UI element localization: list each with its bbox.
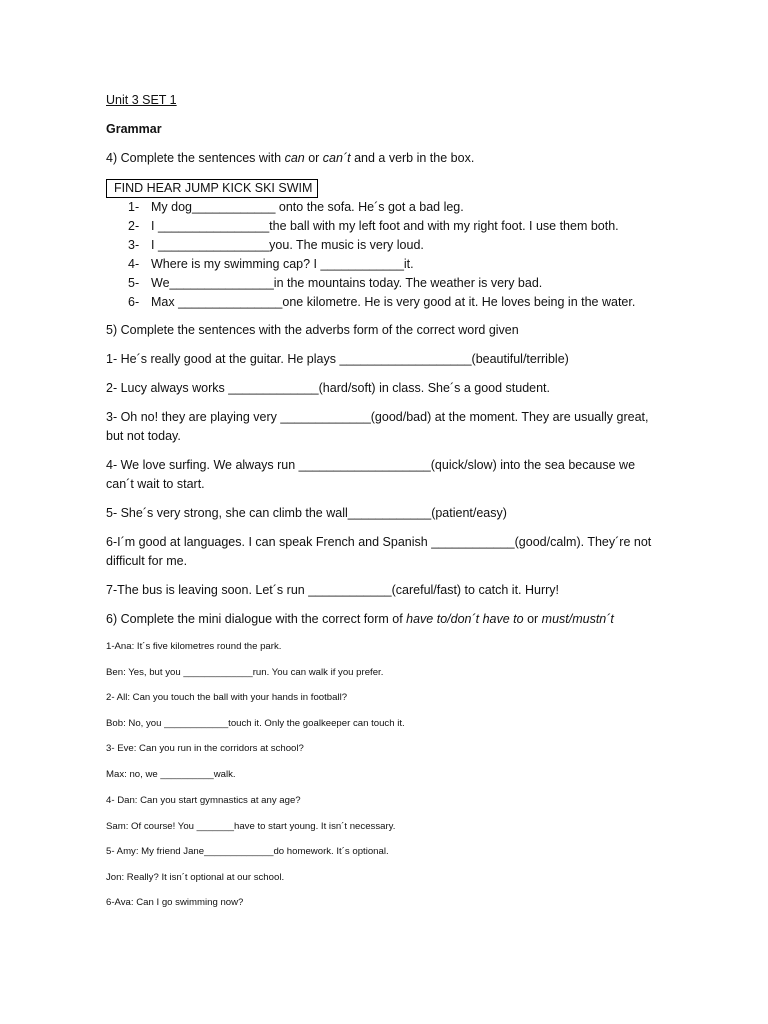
ex4-instruction <box>106 149 474 168</box>
ex4-instruction-text: 4) Complete the sentences with <box>106 151 285 165</box>
ex6-forms-must: must/mustn´t <box>541 612 614 626</box>
dialogue-line: 1-Ana: It´s five kilometres round the park. <box>106 641 282 652</box>
dialogue-line: 4- Dan: Can you start gymnastics at any age? <box>106 795 301 806</box>
ex4-item-number: 3- <box>128 238 140 252</box>
ex4-item <box>0 217 768 236</box>
ex5-item-line: 4- We love surfing. We always run ___________________(quick/slow) into the sea because we <box>106 458 636 472</box>
ex4-item-text: I ________________you. The music is very loud. <box>151 238 424 252</box>
ex5-item-line: 3- Oh no! they are playing very _____________(good/bad) at the moment. They are usually great, <box>106 410 649 424</box>
ex5-instruction: 5) Complete the sentences with the adverbs form of the correct word given <box>106 323 519 337</box>
ex5-item <box>106 408 666 446</box>
ex4-item-number: 6- <box>128 295 140 309</box>
ex5-item-line: 1- He´s really good at the guitar. He plays ___________________(beautiful/terrible) <box>106 352 569 366</box>
ex4-item <box>0 255 768 274</box>
dialogue-line: Jon: Really? It isn´t optional at our school. <box>106 872 285 883</box>
ex5-item-line: 6-I´m good at languages. I can speak French and Spanish ____________(good/calm). They´re not <box>106 535 652 549</box>
dialogue-line: Bob: No, you ____________touch it. Only the goalkeeper can touch it. <box>106 718 405 729</box>
ex4-word-can: can <box>284 151 305 165</box>
dialogue-line: Ben: Yes, but you _____________run. You can walk if you prefer. <box>106 667 384 678</box>
ex4-item <box>0 236 768 255</box>
ex5-item-line-continued: can´t wait to start. <box>106 477 205 491</box>
ex4-item <box>0 198 768 217</box>
ex5-item <box>106 456 666 494</box>
ex5-item-line-continued: difficult for me. <box>106 554 188 568</box>
ex4-item <box>0 274 768 293</box>
ex4-item-number: 2- <box>128 219 140 233</box>
ex4-item-text: Max _______________one kilometre. He is very good at it. He loves being in the water. <box>151 295 636 309</box>
ex5-item <box>106 581 666 600</box>
ex5-item-line-continued: but not today. <box>106 429 181 443</box>
dialogue-line: 5- Amy: My friend Jane_____________do homework. It´s optional. <box>106 846 389 857</box>
dialogue-line: 3- Eve: Can you run in the corridors at school? <box>106 743 304 754</box>
ex5-item-line: 5- She´s very strong, she can climb the wall____________(patient/easy) <box>106 506 507 520</box>
ex6-instruction <box>106 610 614 629</box>
ex4-item-text: My dog____________ onto the sofa. He´s got a bad leg. <box>151 200 464 214</box>
dialogue-line: 6-Ava: Can I go swimming now? <box>106 897 244 908</box>
ex4-instruction-or: or <box>304 151 323 165</box>
ex5-item <box>106 379 666 398</box>
ex4-item <box>0 293 768 312</box>
ex4-word-cant: can´t <box>322 151 351 165</box>
ex4-item-text: I ________________the ball with my left foot and with my right foot. I use them both. <box>151 219 619 233</box>
ex4-item-number: 4- <box>128 257 140 271</box>
section-title: Grammar <box>106 122 162 136</box>
ex4-item-text: We_______________in the mountains today. The weather is very bad. <box>151 276 543 290</box>
unit-title: Unit 3 SET 1 <box>106 93 177 107</box>
ex4-item-text: Where is my swimming cap? I ____________it. <box>151 257 414 271</box>
ex4-instruction-end: and a verb in the box. <box>350 151 475 165</box>
ex4-item-number: 5- <box>128 276 140 290</box>
ex5-item <box>106 504 666 523</box>
dialogue-line: 2- All: Can you touch the ball with your hands in football? <box>106 692 348 703</box>
verb-box: FIND HEAR JUMP KICK SKI SWIM <box>106 179 318 198</box>
ex5-item <box>106 350 666 369</box>
ex5-item <box>106 533 666 571</box>
ex5-item-line: 2- Lucy always works _____________(hard/soft) in class. She´s a good student. <box>106 381 551 395</box>
ex4-item-number: 1- <box>128 200 140 214</box>
ex6-forms-have-to: have to/don´t have to <box>406 612 524 626</box>
dialogue-line: Sam: Of course! You _______have to start young. It isn´t necessary. <box>106 821 396 832</box>
ex6-instruction-text: 6) Complete the mini dialogue with the correct form of <box>106 612 407 626</box>
dialogue-line: Max: no, we __________walk. <box>106 769 236 780</box>
ex6-instruction-or: or <box>523 612 542 626</box>
ex5-item-line: 7-The bus is leaving soon. Let´s run ____________(careful/fast) to catch it. Hurry! <box>106 583 560 597</box>
